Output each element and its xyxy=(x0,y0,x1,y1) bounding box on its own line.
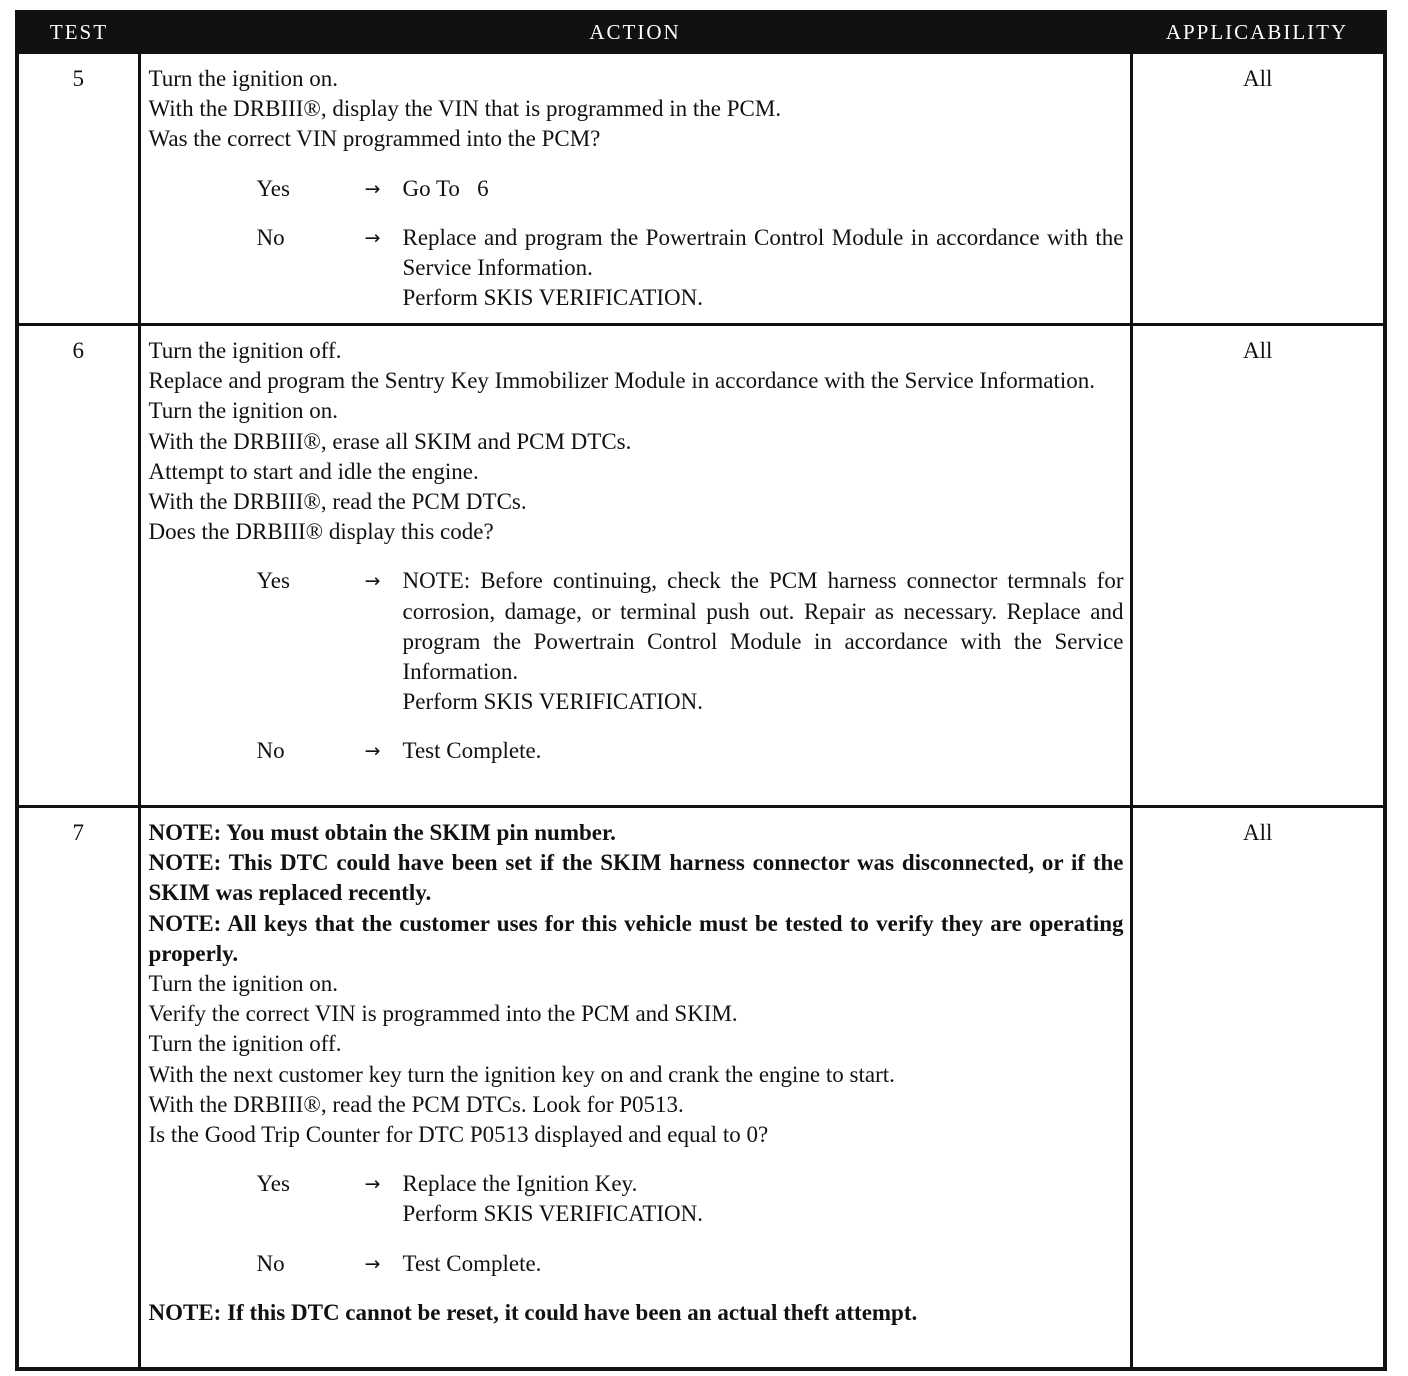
action-note: NOTE: All keys that the customer uses for this vehicle must be tested to verify they are operating properly. xyxy=(148,910,1124,966)
action-step: Turn the ignition off. xyxy=(148,1031,342,1057)
action-note: NOTE: You must obtain the SKIM pin number. xyxy=(148,820,616,845)
answer-no xyxy=(149,736,1124,766)
header-test: TEST xyxy=(19,14,139,53)
action-step: Is the Good Trip Counter for DTC P0513 displayed and equal to 0? xyxy=(148,1122,769,1148)
action-step: Replace and program the Sentry Key Immobilizer Module in accordance with the Service Information. xyxy=(148,368,1096,394)
answer-text xyxy=(403,1249,1124,1279)
answer-text xyxy=(403,1169,1124,1229)
arrow-right-icon: → xyxy=(364,740,381,763)
action-step: With the DRBIII®, read the PCM DTCs. xyxy=(148,489,527,515)
action-step: Attempt to start and idle the engine. xyxy=(148,458,479,484)
action-step: Turn the ignition on. xyxy=(148,971,339,997)
answer-text xyxy=(403,566,1124,717)
action-step: Turn the ignition on. xyxy=(148,398,339,424)
table-row xyxy=(19,807,1383,1368)
answer-line: Perform SKIS VERIFICATION. xyxy=(402,1201,703,1227)
action-cell xyxy=(139,53,1131,325)
answer-line: Test Complete. xyxy=(402,738,542,764)
answer-label: No xyxy=(256,224,285,250)
action-cell xyxy=(139,325,1131,807)
answer-yes xyxy=(149,1169,1124,1229)
action-step: With the DRBIII®, erase all SKIM and PCM DTCs. xyxy=(148,428,632,454)
test-number: 5 xyxy=(19,53,139,325)
applicability-value: All xyxy=(1131,325,1383,807)
answer-line: Perform SKIS VERIFICATION. xyxy=(402,285,703,311)
test-number: 7 xyxy=(19,807,139,1368)
action-step: With the next customer key turn the ignition key on and crank the engine to start. xyxy=(148,1061,895,1087)
arrow-right-icon: → xyxy=(364,1173,381,1196)
arrow-right-icon: → xyxy=(364,1252,381,1275)
answer-line: Test Complete. xyxy=(402,1250,542,1276)
answer-label: No xyxy=(256,1250,285,1276)
action-step: Turn the ignition off. xyxy=(148,338,342,363)
action-step: Does the DRBIII® display this code? xyxy=(148,519,494,545)
header-action: ACTION xyxy=(139,14,1131,53)
applicability-value: All xyxy=(1131,807,1383,1368)
action-step: With the DRBIII®, read the PCM DTCs. Look for P0513. xyxy=(148,1091,684,1117)
table-row xyxy=(19,325,1383,807)
action-cell xyxy=(139,807,1131,1368)
applicability-value: All xyxy=(1131,53,1383,325)
answer-yes xyxy=(149,566,1124,717)
table-row xyxy=(19,53,1383,325)
action-note: NOTE: This DTC could have been set if the SKIM harness connector was disconnected, or if the SKIM was replaced recently. xyxy=(148,850,1124,906)
answer-text xyxy=(403,223,1124,314)
arrow-right-icon: → xyxy=(364,570,381,593)
answer-line: NOTE: Before continuing, check the PCM harness connector termnals for corrosion, damage, or terminal push out. Repair as necessary. Replace and program the Powertrain Control Module in accordance with the Service Information. xyxy=(402,568,1124,685)
header-applicability: APPLICABILITY xyxy=(1131,14,1383,53)
answer-line: Replace and program the Powertrain Control Module in accordance with the Service Information. xyxy=(402,224,1124,281)
test-number: 6 xyxy=(19,325,139,807)
table-body xyxy=(19,53,1383,1368)
action-step: Turn the ignition on. xyxy=(148,66,339,91)
action-step: With the DRBIII®, display the VIN that is programmed in the PCM. xyxy=(148,96,782,122)
action-step: Was the correct VIN programmed into the PCM? xyxy=(148,126,601,152)
diagnostic-table xyxy=(19,14,1383,1367)
answer-text xyxy=(403,736,1124,766)
answer-no xyxy=(149,1249,1124,1279)
header-row xyxy=(19,14,1383,53)
answer-no xyxy=(149,223,1124,314)
diagnostic-test-table xyxy=(15,10,1387,1371)
answer-label: Yes xyxy=(256,1171,290,1197)
arrow-right-icon: → xyxy=(364,177,381,200)
arrow-right-icon: → xyxy=(364,226,381,249)
answer-line: Perform SKIS VERIFICATION. xyxy=(402,689,703,715)
answer-label: No xyxy=(256,738,285,764)
final-note: NOTE: If this DTC cannot be reset, it could have been an actual theft attempt. xyxy=(148,1299,918,1325)
answer-yes xyxy=(149,174,1124,204)
answer-label: Yes xyxy=(256,175,290,201)
answer-label: Yes xyxy=(256,568,290,594)
answer-line: Replace the Ignition Key. xyxy=(402,1171,638,1197)
answer-text xyxy=(403,174,1124,204)
answer-line: Go To 6 xyxy=(402,175,489,201)
action-step: Verify the correct VIN is programmed into the PCM and SKIM. xyxy=(148,1001,738,1027)
